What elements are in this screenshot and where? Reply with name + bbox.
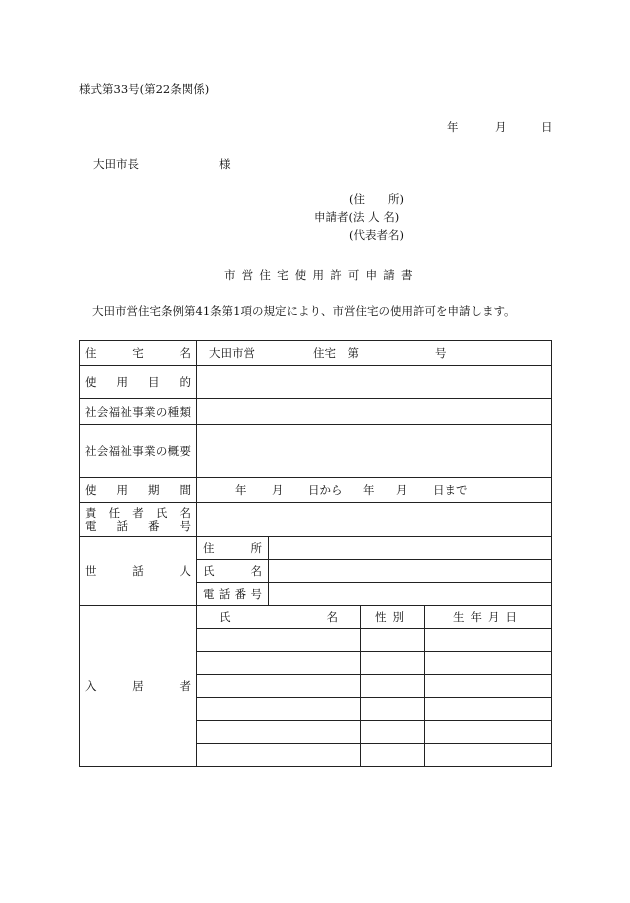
resident-dob-field[interactable] (425, 698, 552, 721)
period-month-to: 月 (396, 483, 408, 497)
row-caretaker-address (80, 537, 552, 560)
caretaker-address-label: 住所 (197, 537, 269, 560)
date-month: 月 (495, 120, 507, 134)
responsible-name-label: 責任者氏名 (85, 505, 191, 520)
caretaker-phone-field[interactable] (269, 583, 552, 606)
welfare-summary-field[interactable] (197, 425, 552, 478)
purpose-label: 使用目的 (80, 366, 197, 399)
welfare-type-label: 社会福祉事業の種類 (80, 399, 197, 425)
purpose-field[interactable] (197, 366, 552, 399)
residents-col-name-text: 氏名 (219, 610, 338, 624)
caretaker-label: 世話人 (80, 537, 197, 606)
applicant-corp-label: (法 人 名) (348, 210, 400, 224)
resident-dob-field[interactable] (425, 675, 552, 698)
row-welfare-summary (80, 425, 552, 478)
housing-name-prefix: 大田市営 (209, 346, 255, 360)
resident-sex-field[interactable] (361, 652, 425, 675)
responsible-field[interactable] (197, 503, 552, 537)
resident-sex-field[interactable] (361, 721, 425, 744)
resident-name-field[interactable] (197, 721, 361, 744)
period-day-from: 日から (308, 483, 343, 497)
residents-label: 入居者 (80, 606, 197, 767)
applicant-block (314, 192, 404, 246)
application-table (79, 340, 552, 767)
date-line (447, 120, 553, 134)
period-month-from: 月 (272, 483, 284, 497)
responsible-label (80, 503, 197, 537)
residents-col-name (197, 606, 361, 629)
resident-name-field[interactable] (197, 629, 361, 652)
caretaker-name-label: 氏名 (197, 560, 269, 583)
resident-sex-field[interactable] (361, 698, 425, 721)
addressee-honorific: 様 (219, 157, 231, 171)
resident-name-field[interactable] (197, 652, 361, 675)
date-day: 日 (541, 120, 553, 134)
row-responsible (80, 503, 552, 537)
resident-dob-field[interactable] (425, 721, 552, 744)
row-residents-header (80, 606, 552, 629)
welfare-summary-label: 社会福祉事業の概要 (80, 425, 197, 478)
welfare-type-field[interactable] (197, 399, 552, 425)
resident-dob-field[interactable] (425, 744, 552, 767)
period-field[interactable] (197, 478, 552, 503)
resident-name-field[interactable] (197, 698, 361, 721)
housing-name-middle: 住宅 第 (313, 346, 359, 360)
row-welfare-type (80, 399, 552, 425)
housing-name-suffix: 号 (435, 346, 447, 360)
resident-name-field[interactable] (197, 675, 361, 698)
applicant-rep-label: (代表者名) (349, 228, 404, 242)
date-year: 年 (447, 120, 459, 134)
addressee (93, 157, 231, 171)
resident-sex-field[interactable] (361, 744, 425, 767)
housing-name-field[interactable] (197, 341, 552, 366)
period-day-to: 日まで (433, 483, 468, 497)
form-number: 様式第33号(第22条関係) (79, 82, 210, 96)
caretaker-address-field[interactable] (269, 537, 552, 560)
caretaker-phone-label: 電話番号 (197, 583, 269, 606)
resident-name-field[interactable] (197, 744, 361, 767)
row-housing-name (80, 341, 552, 366)
residents-col-dob: 生年月日 (425, 606, 552, 629)
housing-name-label: 住宅名 (80, 341, 197, 366)
resident-dob-field[interactable] (425, 629, 552, 652)
residents-col-sex: 性別 (361, 606, 425, 629)
row-period (80, 478, 552, 503)
addressee-name: 大田市長 (93, 157, 139, 171)
period-label: 使用期間 (80, 478, 197, 503)
resident-sex-field[interactable] (361, 629, 425, 652)
row-purpose (80, 366, 552, 399)
applicant-address-label: (住 所) (349, 192, 404, 206)
caretaker-name-field[interactable] (269, 560, 552, 583)
intro-text: 大田市営住宅条例第41条第1項の規定により、市営住宅の使用許可を申請します。 (92, 304, 516, 318)
resident-dob-field[interactable] (425, 652, 552, 675)
period-year-from: 年 (235, 483, 247, 497)
document-title: 市営住宅使用許可申請書 (224, 268, 419, 282)
responsible-phone-label: 電話番号 (85, 518, 191, 533)
resident-sex-field[interactable] (361, 675, 425, 698)
period-year-to: 年 (363, 483, 375, 497)
applicant-prefix: 申請者 (314, 210, 349, 224)
